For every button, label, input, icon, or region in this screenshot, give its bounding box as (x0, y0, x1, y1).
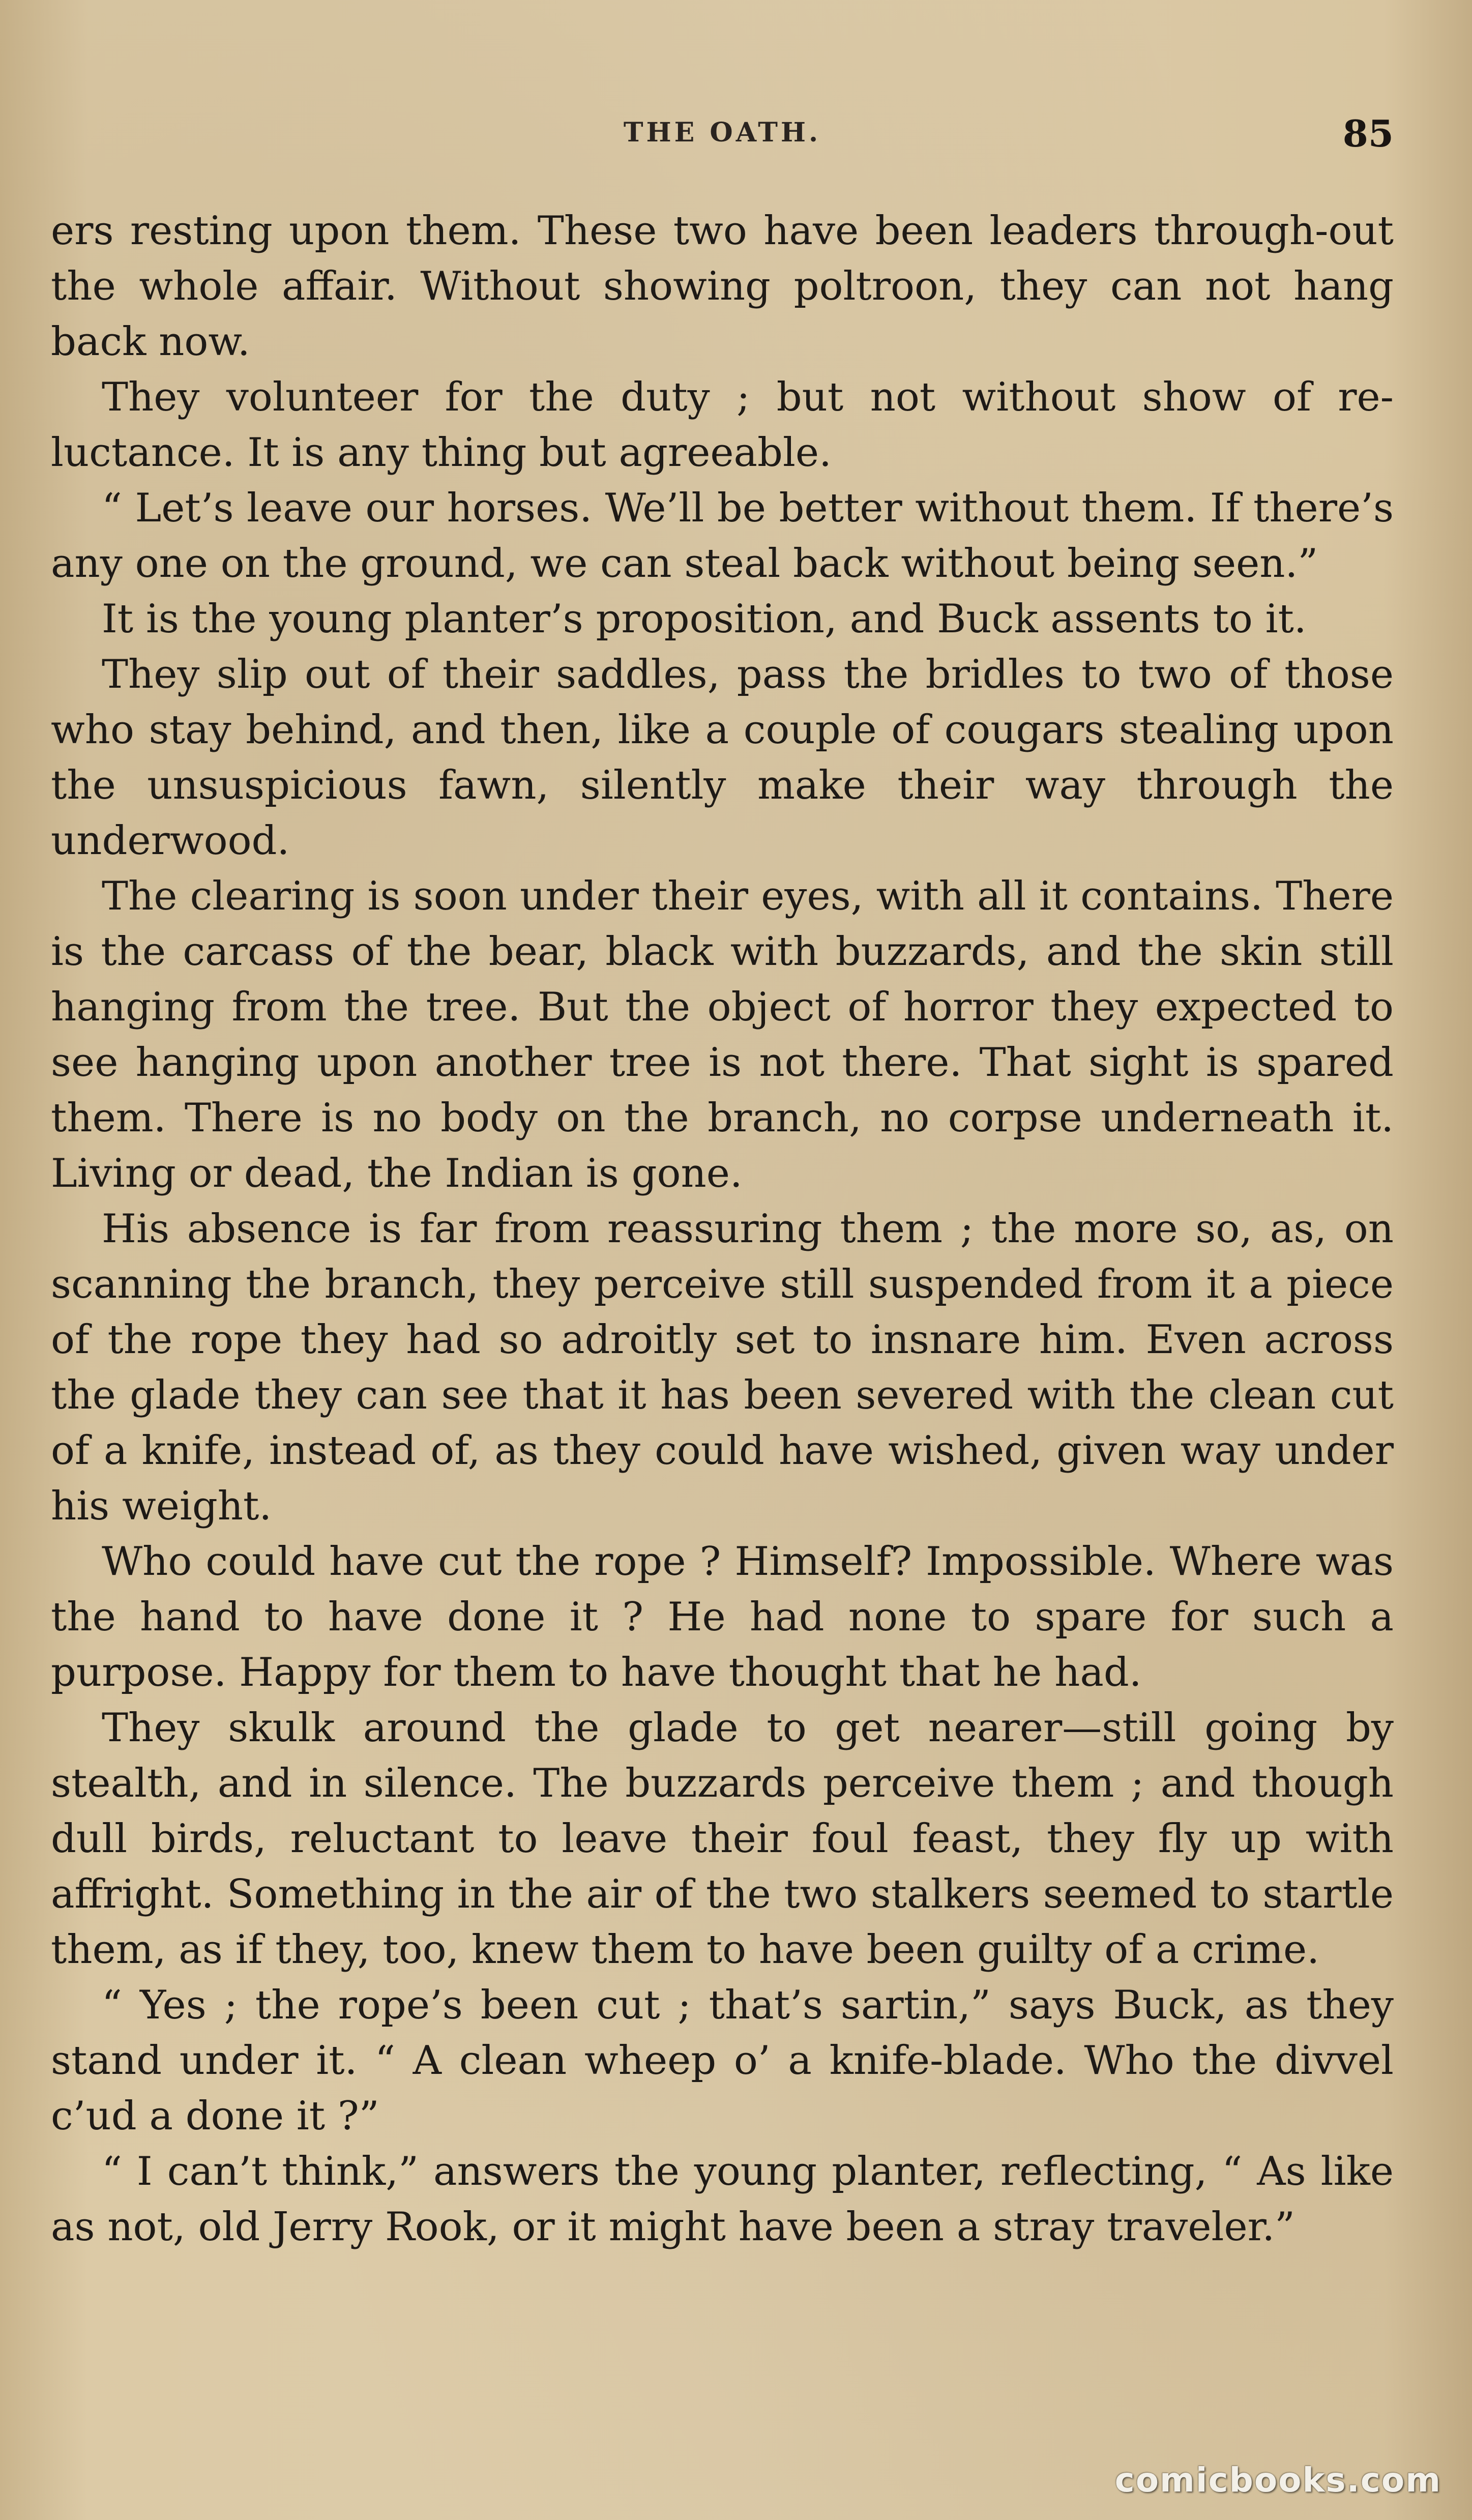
book-page (51, 0, 1394, 2520)
paragraph: They volunteer for the duty ; but not without show of re-luctance. It is any thing but agreeable. (51, 374, 1394, 476)
running-title: THE OATH. (623, 117, 821, 148)
paragraph: “ Let’s leave our horses. We’ll be better without them. If there’s any one on the ground, we can steal back without being seen.” (51, 485, 1394, 587)
paragraph: “ I can’t think,” answers the young planter, reflecting, “ As like as not, old Jerry Rook, or it might have been a stray traveler.” (51, 2149, 1394, 2250)
running-head (51, 107, 1394, 153)
page-number: 85 (1342, 112, 1394, 155)
paragraph: Who could have cut the rope ? Himself? Impossible. Where was the hand to have done it ? He had none to spare for such a purpose. Happy for them to have thought that he had. (51, 1539, 1394, 1695)
paragraph: “ Yes ; the rope’s been cut ; that’s sartin,” says Buck, as they stand under it. “ A clean wheep o’ a knife-blade. Who the divvel c’ud a done it ?” (51, 1982, 1394, 2139)
paragraph: They skulk around the glade to get nearer—still going by stealth, and in silence. The buzzards perceive them ; and though dull birds, reluctant to leave their foul feast, they fly up with affright. Something in the air of the two stalkers seemed to startle them, as if they, too, knew them to have been guilty of a crime. (51, 1705, 1394, 1973)
paragraph: They slip out of their saddles, pass the bridles to two of those who stay behind, and then, like a couple of cougars stealing upon the unsuspicious fawn, silently make their way through the underwood. (51, 652, 1394, 864)
watermark: comicbooks.com (1114, 2460, 1441, 2500)
paragraph: His absence is far from reassuring them ; the more so, as, on scanning the branch, they perceive still suspended from it a piece of the rope they had so adroitly set to insnare him. Even across the glade they can see that it has been severed with the clean cut of a knife, instead of, as they could have wished, given way under his weight. (51, 1206, 1394, 1529)
paragraph: It is the young planter’s proposition, and Buck assents to it. (102, 596, 1307, 642)
body-text (51, 203, 1394, 2255)
paragraph: ers resting upon them. These two have been leaders through-out the whole affair. Without showing poltroon, they can not hang back now. (51, 208, 1394, 365)
paragraph: The clearing is soon under their eyes, with all it contains. There is the carcass of the bear, black with buzzards, and the skin still hanging from the tree. But the object of horror they expected to see hanging upon another tree is not there. That sight is spared them. There is no body on the branch, no corpse underneath it. Living or dead, the Indian is gone. (51, 873, 1394, 1196)
